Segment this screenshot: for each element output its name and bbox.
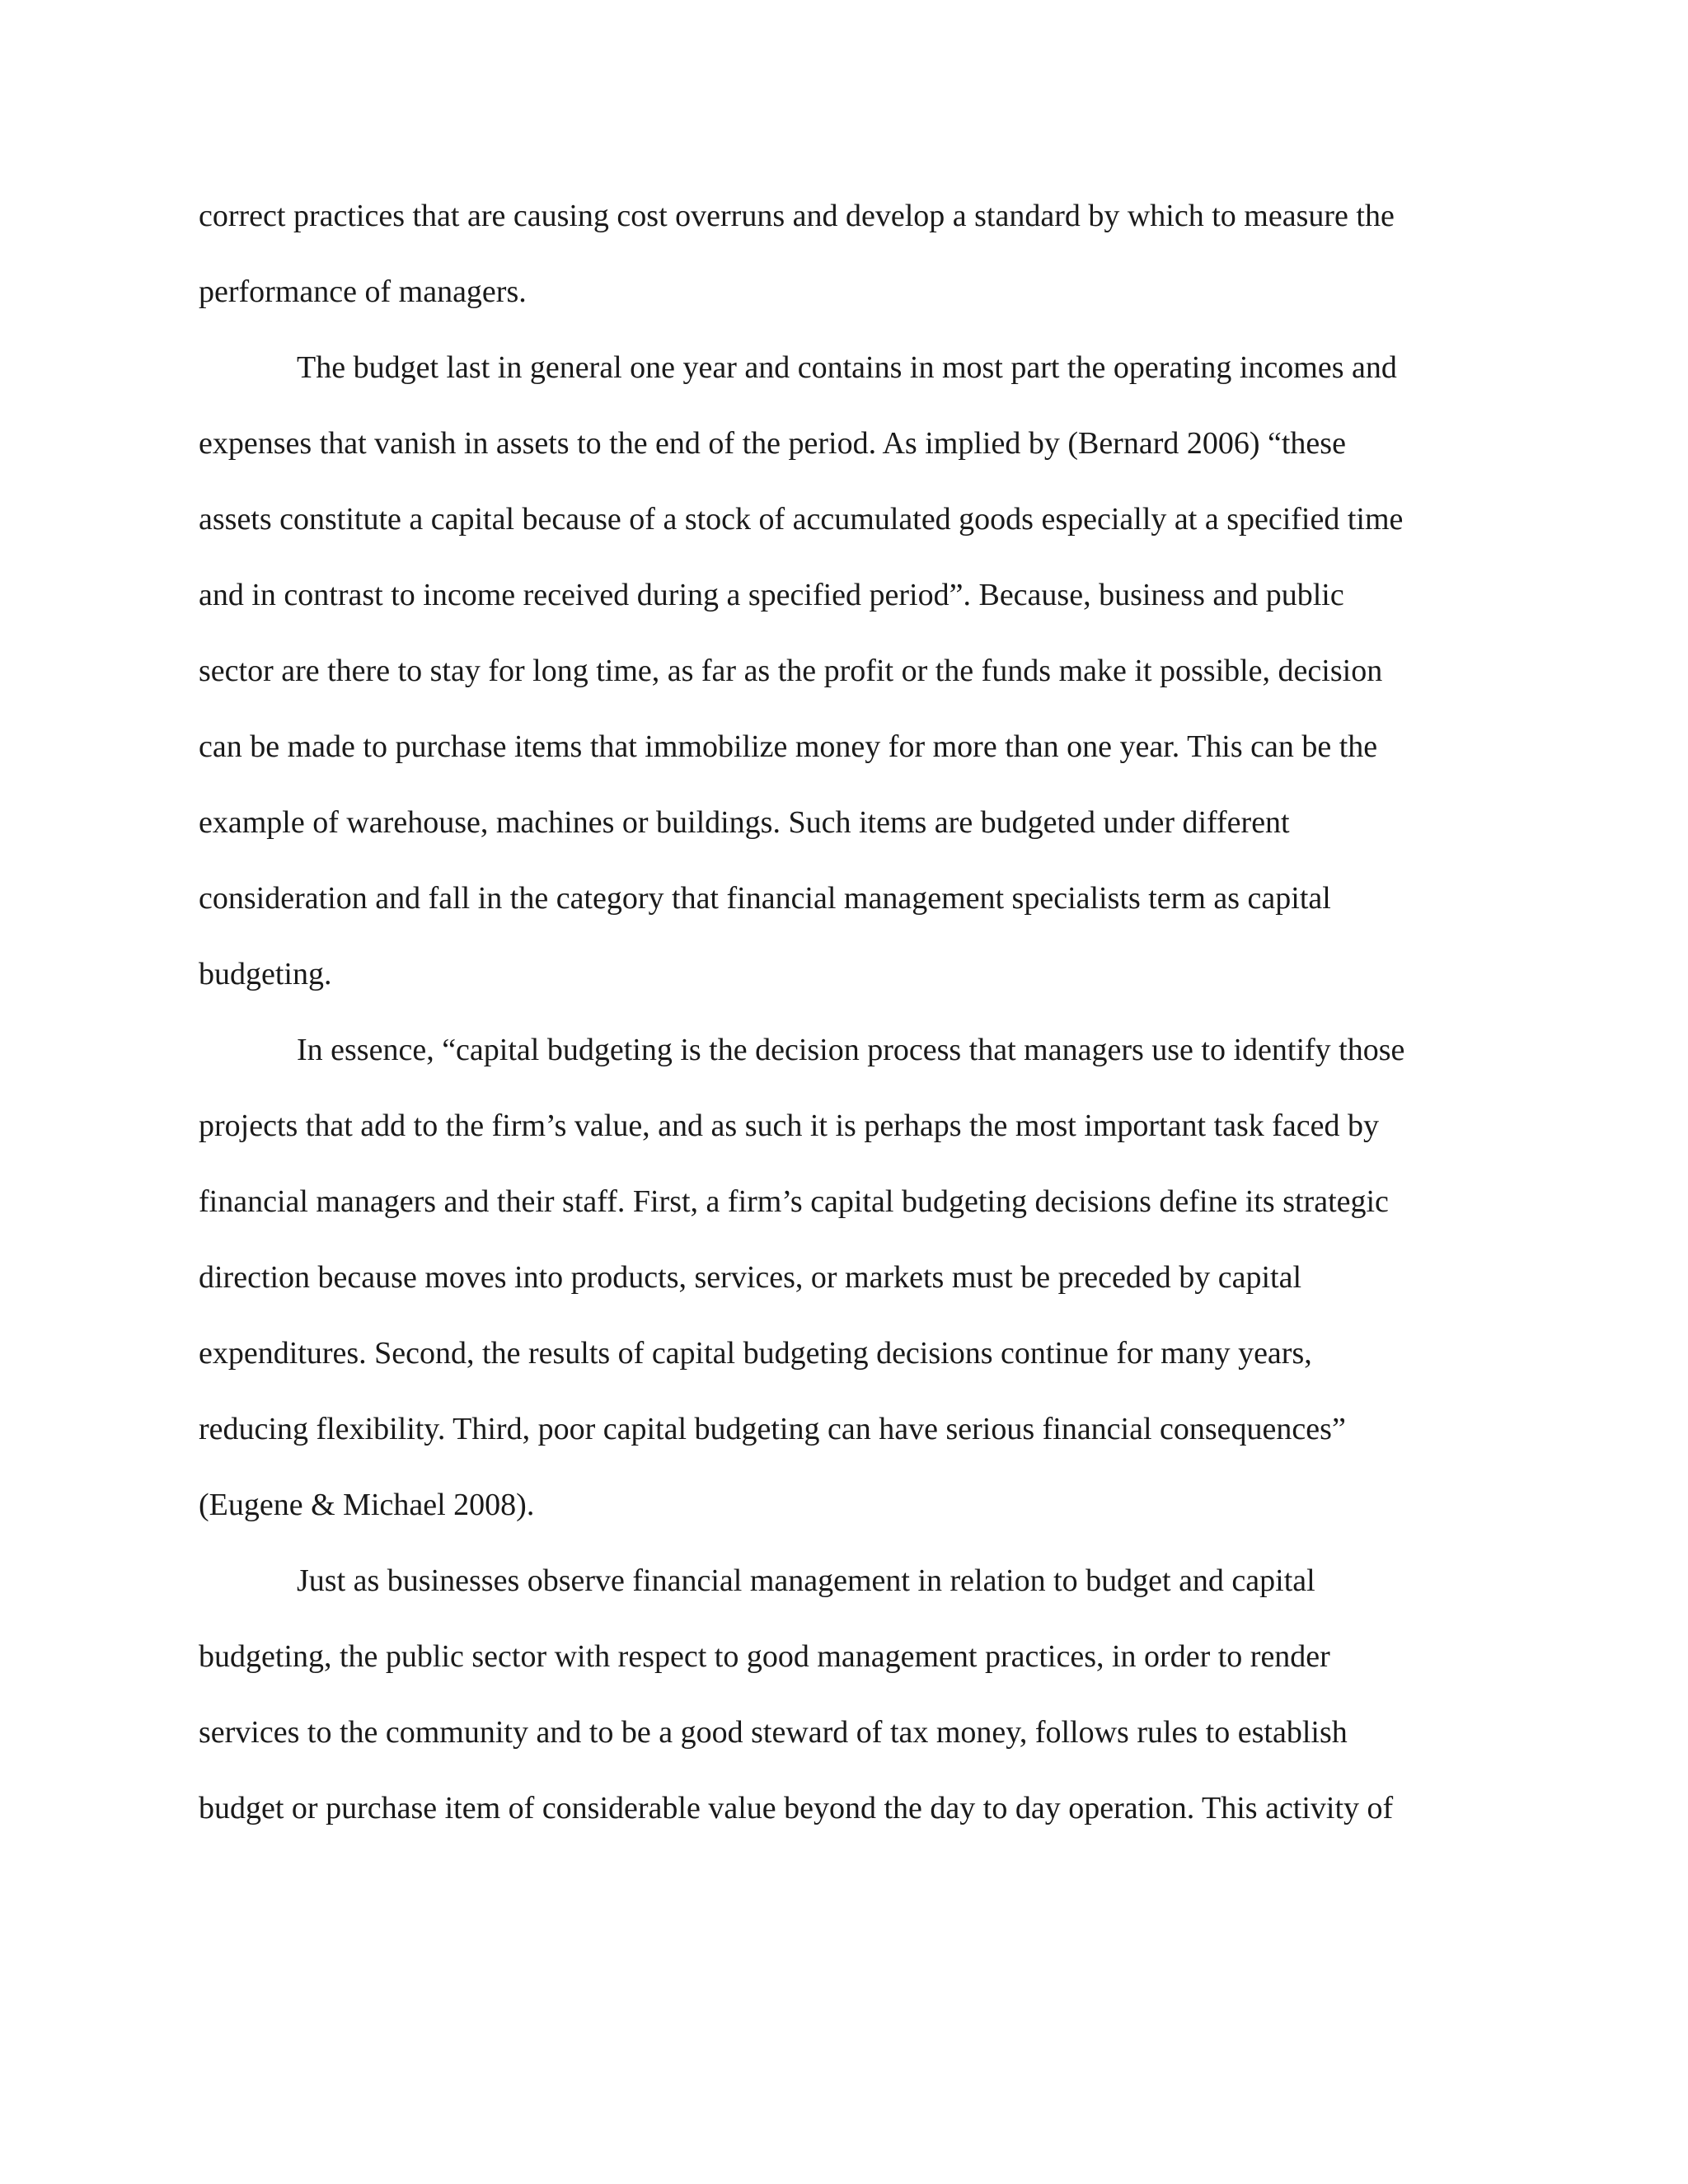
text-line: expenditures. Second, the results of capital budgeting decisions continue for many years, bbox=[199, 1336, 1312, 1371]
text-line: sector are there to stay for long time, as far as the profit or the funds make it possible, decision bbox=[199, 654, 1383, 688]
text-line: expenses that vanish in assets to the end of the period. As implied by (Bernard 2006) “these bbox=[199, 426, 1346, 461]
text-line: can be made to purchase items that immobilize money for more than one year. This can be the bbox=[199, 729, 1378, 764]
paragraph-start-line: In essence, “capital budgeting is the decision process that managers use to identify those bbox=[297, 1033, 1405, 1067]
paragraph-start-line: The budget last in general one year and contains in most part the operating incomes and bbox=[297, 350, 1397, 385]
text-line: projects that add to the firm’s value, and as such it is perhaps the most important task faced by bbox=[199, 1108, 1380, 1143]
text-line: assets constitute a capital because of a stock of accumulated goods especially at a specified time bbox=[199, 502, 1404, 537]
text-line: budget or purchase item of considerable value beyond the day to day operation. This activity of bbox=[199, 1791, 1394, 1825]
paragraph-start-line: Just as businesses observe financial management in relation to budget and capital bbox=[297, 1563, 1315, 1598]
text-line: budgeting. bbox=[199, 957, 332, 991]
text-line: reducing flexibility. Third, poor capital budgeting can have serious financial consequences” bbox=[199, 1412, 1346, 1446]
text-line: services to the community and to be a good steward of tax money, follows rules to establish bbox=[199, 1715, 1348, 1750]
text-line: budgeting, the public sector with respect to good management practices, in order to render bbox=[199, 1639, 1330, 1674]
text-line: correct practices that are causing cost overruns and develop a standard by which to measure the bbox=[199, 199, 1395, 233]
text-line: consideration and fall in the category that financial management specialists term as capital bbox=[199, 881, 1331, 916]
text-line: and in contrast to income received during a specified period”. Because, business and public bbox=[199, 578, 1344, 612]
text-line: example of warehouse, machines or buildings. Such items are budgeted under different bbox=[199, 805, 1290, 840]
text-line: performance of managers. bbox=[199, 274, 527, 309]
text-line: (Eugene & Michael 2008). bbox=[199, 1488, 535, 1522]
body-text bbox=[199, 190, 1484, 1858]
text-line: direction because moves into products, services, or markets must be preceded by capital bbox=[199, 1260, 1301, 1295]
text-line: financial managers and their staff. First, a firm’s capital budgeting decisions define its strategic bbox=[199, 1184, 1389, 1219]
